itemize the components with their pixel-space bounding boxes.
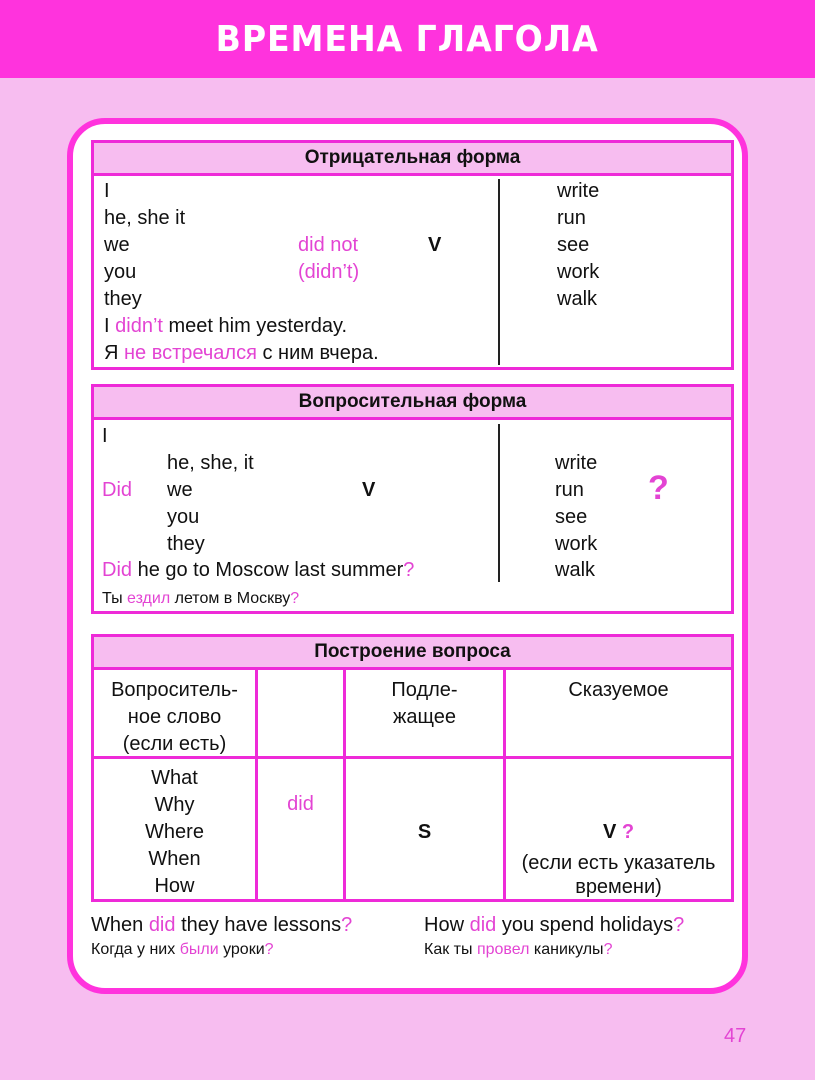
verb-see: see [557, 234, 590, 256]
question-words-list: What Why Where When How [145, 767, 204, 897]
aux-did: did [287, 793, 314, 815]
table-col-divider [255, 670, 258, 899]
verb-walk: walk [555, 559, 596, 581]
verb-write: write [555, 452, 598, 474]
verb-see: see [555, 506, 588, 528]
construction-title: Построение вопроса [94, 637, 731, 670]
predicate-note: (если есть указатель времени) [521, 852, 716, 898]
column-separator [498, 179, 500, 365]
example-right-en: How did you spend holidays? [424, 914, 685, 936]
question-form-title: Вопросительная форма [94, 387, 731, 420]
example-translation: Ты ездил летом в Москву? [102, 590, 300, 607]
page-title: ВРЕМЕНА ГЛАГОЛА [215, 18, 600, 60]
example-right-ru: Как ты провел каникулы? [424, 941, 613, 958]
predicate-question-mark: ? [621, 821, 635, 843]
example-left-ru: Когда у них были уроки? [91, 941, 274, 958]
header-subject: Подле- жащее [391, 679, 458, 728]
verb-run: run [557, 207, 586, 229]
subject-s: S [417, 821, 432, 843]
aux-didnt: (didn’t) [298, 261, 360, 283]
column-separator [498, 424, 500, 582]
pronoun-they: they [104, 288, 142, 310]
header-bar [0, 0, 815, 78]
aux-did-not: did not [298, 234, 359, 256]
predicate-v: V [602, 821, 617, 843]
pronoun-you: you [104, 261, 137, 283]
pronoun-i: I [102, 425, 108, 447]
predicate-cell [506, 819, 731, 846]
example-sentence: Did he go to Moscow last summer? [102, 559, 415, 581]
pronoun-we: we [104, 234, 130, 256]
verb-symbol: V [428, 234, 442, 256]
header-question-word: Вопроситель- ное слово (если есть) [111, 679, 238, 755]
pronoun-he-she-it: he, she, it [167, 452, 254, 474]
verb-symbol: V [362, 479, 376, 501]
verb-run: run [555, 479, 584, 501]
header-predicate: Сказуемое [568, 679, 669, 701]
pronoun-you: you [167, 506, 200, 528]
negative-form-title: Отрицательная форма [94, 143, 731, 176]
verb-work: work [557, 261, 600, 283]
verb-write: write [557, 180, 600, 202]
verb-work: work [555, 533, 598, 555]
negative-form-section [91, 140, 734, 370]
construction-section [91, 634, 734, 902]
example-translation: Я не встречался с ним вчера. [104, 342, 379, 364]
question-form-section [91, 384, 734, 614]
example-sentence: I didn’t meet him yesterday. [104, 315, 348, 337]
aux-did: Did [102, 479, 133, 501]
example-left-en: When did they have lessons? [91, 914, 353, 936]
verb-walk: walk [557, 288, 598, 310]
question-mark-icon: ? [648, 469, 669, 507]
pronoun-they: they [167, 533, 205, 555]
pronoun-he-she-it: he, she it [104, 207, 186, 229]
pronoun-i: I [104, 180, 110, 202]
page-number: 47 [724, 1025, 747, 1047]
pronoun-we: we [167, 479, 193, 501]
